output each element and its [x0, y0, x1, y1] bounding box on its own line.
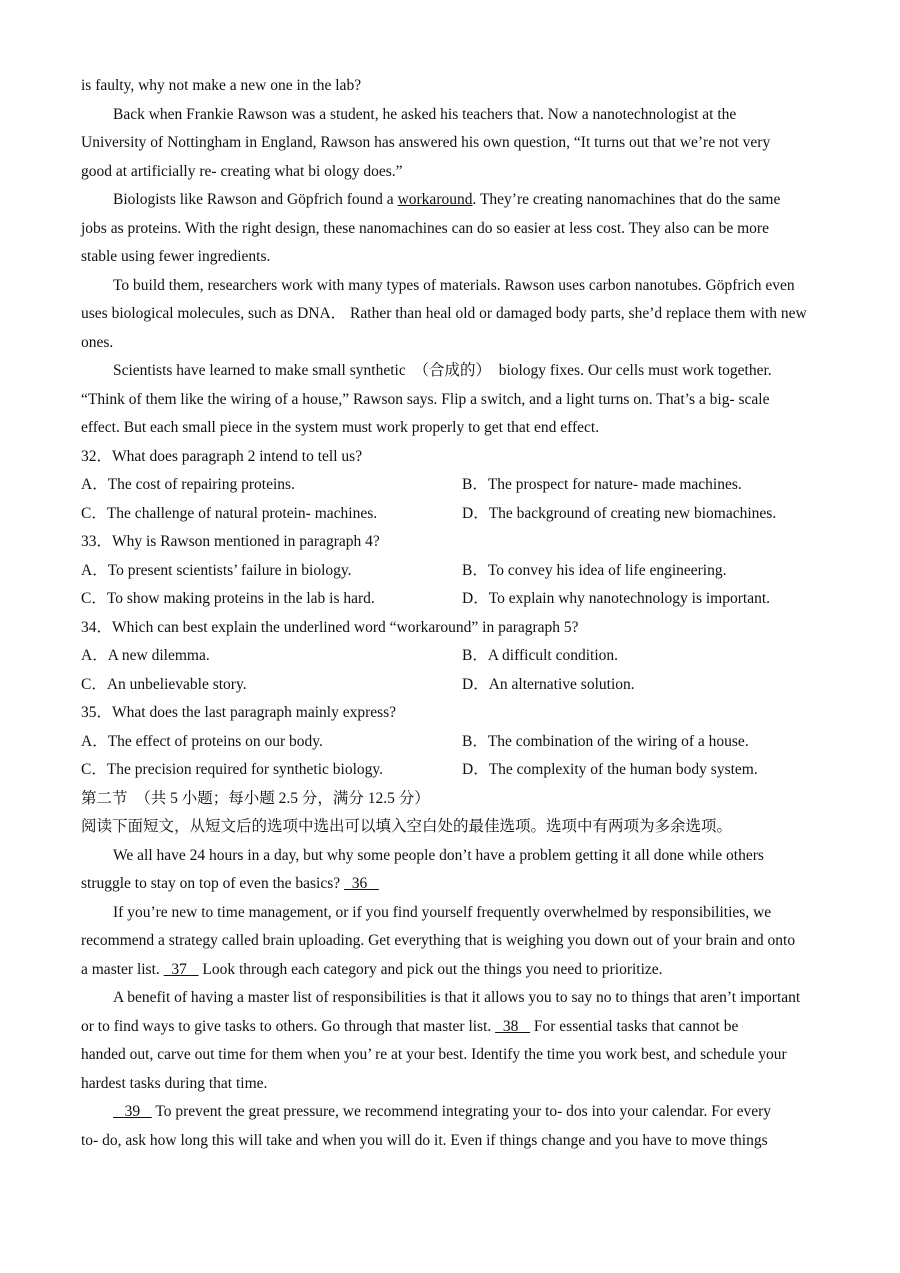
option-c[interactable]: C．The precision required for synthetic biology. [81, 761, 384, 778]
option-a[interactable]: A．The cost of repairing proteins. [81, 476, 295, 493]
option-b[interactable]: B．The combination of the wiring of a house. [462, 732, 749, 750]
option-row [81, 500, 821, 529]
blank-39[interactable]: 39 [113, 1103, 152, 1120]
underlined-word: workaround [397, 191, 473, 208]
passage-line: recommend a strategy called brain uploading. Get everything that is weighing you down out of your brain and onto [81, 932, 796, 949]
passage-line: is faulty, why not make a new one in the lab? [81, 77, 362, 94]
passage-line: stable using fewer ingredients. [81, 248, 271, 265]
question-stem: 35．What does the last paragraph mainly express? [81, 704, 397, 721]
passage-line: uses biological molecules, such as DNA． Rather than heal old or damaged body parts, she’d replace them with new [81, 305, 807, 322]
text-span: struggle to stay on top of even the basics? [81, 875, 345, 892]
question-stem: 34．Which can best explain the underlined word “workaround” in paragraph 5? [81, 618, 579, 636]
text-span: Biologists like Rawson and Göpfrich found a [113, 191, 398, 208]
section-heading: 第二节 （共 5 小题；每小题 2.5 分，满分 12.5 分） [81, 789, 430, 807]
option-row [81, 557, 821, 586]
passage-line: ones. [81, 333, 114, 351]
passage-line [81, 870, 821, 899]
option-row [81, 728, 821, 757]
option-d[interactable]: D．An alternative solution. [462, 675, 635, 693]
text-span: For essential tasks that cannot be [530, 1017, 739, 1035]
question-stem: 33．Why is Rawson mentioned in paragraph 4? [81, 533, 380, 550]
passage-line: good at artificially re- creating what bi ology does.” [81, 162, 403, 180]
passage-line: “Think of them like the wiring of a house,” Rawson says. Flip a switch, and a light turns on. That’s a big- scale [81, 390, 770, 408]
option-b[interactable]: B．A difficult condition. [462, 647, 618, 664]
question-stem: 32．What does paragraph 2 intend to tell us? [81, 447, 363, 465]
passage-line: If you’re new to time management, or if you find yourself frequently overwhelmed by responsibilities, we [113, 903, 772, 921]
option-a[interactable]: A．To present scientists’ failure in biology. [81, 561, 352, 579]
passage-line [81, 1098, 821, 1127]
option-row [81, 471, 821, 500]
text-span: a master list. [81, 960, 164, 978]
option-c[interactable]: C．To show making proteins in the lab is hard. [81, 590, 375, 607]
passage-line: handed out, carve out time for them when you’ re at your best. Identify the time you work best, and schedule your [81, 1046, 787, 1063]
passage-line [81, 956, 821, 985]
passage-line [81, 1013, 821, 1042]
passage-line: To build them, researchers work with many types of materials. Rawson uses carbon nanotubes. Göpfrich even [113, 276, 795, 294]
blank-38[interactable]: 38 [495, 1017, 531, 1035]
option-row [81, 585, 821, 614]
passage-line: Back when Frankie Rawson was a student, he asked his teachers that. Now a nanotechnologist at the [113, 105, 737, 123]
option-row [81, 756, 821, 785]
option-d[interactable]: D．To explain why nanotechnology is important. [462, 590, 771, 607]
option-b[interactable]: B．To convey his idea of life engineering. [462, 561, 727, 579]
passage-line: We all have 24 hours in a day, but why some people don’t have a problem getting it all done while others [113, 846, 764, 864]
option-a[interactable]: A．A new dilemma. [81, 647, 210, 664]
passage-line: to- do, ask how long this will take and when you will do it. Even if things change and you have to move things [81, 1131, 768, 1149]
blank-37[interactable]: 37 [163, 960, 199, 978]
passage-line: Scientists have learned to make small synthetic （合成的） biology fixes. Our cells must work together. [113, 362, 772, 379]
option-c[interactable]: C．An unbelievable story. [81, 675, 247, 693]
section-instruction: 阅读下面短文，从短文后的选项中选出可以填入空白处的最佳选项。选项中有两项为多余选项。 [81, 818, 733, 835]
text-span: To prevent the great pressure, we recommend integrating your to- dos into your calendar. For every [151, 1103, 772, 1120]
page-content [81, 72, 821, 1155]
text-span: . They’re creating nanomachines that do the same [472, 191, 781, 208]
option-d[interactable]: D．The complexity of the human body system. [462, 761, 758, 778]
passage-line: jobs as proteins. With the right design, these nanomachines can do so easier at less cost. They also can be more [81, 219, 769, 237]
passage-line: A benefit of having a master list of responsibilities is that it allows you to say no to things that aren’t important [113, 989, 801, 1006]
option-row [81, 642, 821, 671]
option-row [81, 671, 821, 700]
option-a[interactable]: A．The effect of proteins on our body. [81, 732, 323, 750]
blank-36[interactable]: 36 [344, 875, 379, 892]
passage-line: effect. But each small piece in the system must work properly to get that end effect. [81, 419, 600, 436]
option-d[interactable]: D．The background of creating new biomachines. [462, 504, 777, 522]
passage-line: hardest tasks during that time. [81, 1074, 268, 1092]
passage-line: University of Nottingham in England, Rawson has answered his own question, “It turns out that we’re not very [81, 134, 771, 151]
text-span: or to find ways to give tasks to others. Go through that master list. [81, 1017, 496, 1035]
option-b[interactable]: B．The prospect for nature- made machines. [462, 476, 742, 493]
option-c[interactable]: C．The challenge of natural protein- machines. [81, 504, 378, 522]
passage-line [81, 186, 821, 215]
text-span: Look through each category and pick out the things you need to prioritize. [198, 960, 663, 978]
